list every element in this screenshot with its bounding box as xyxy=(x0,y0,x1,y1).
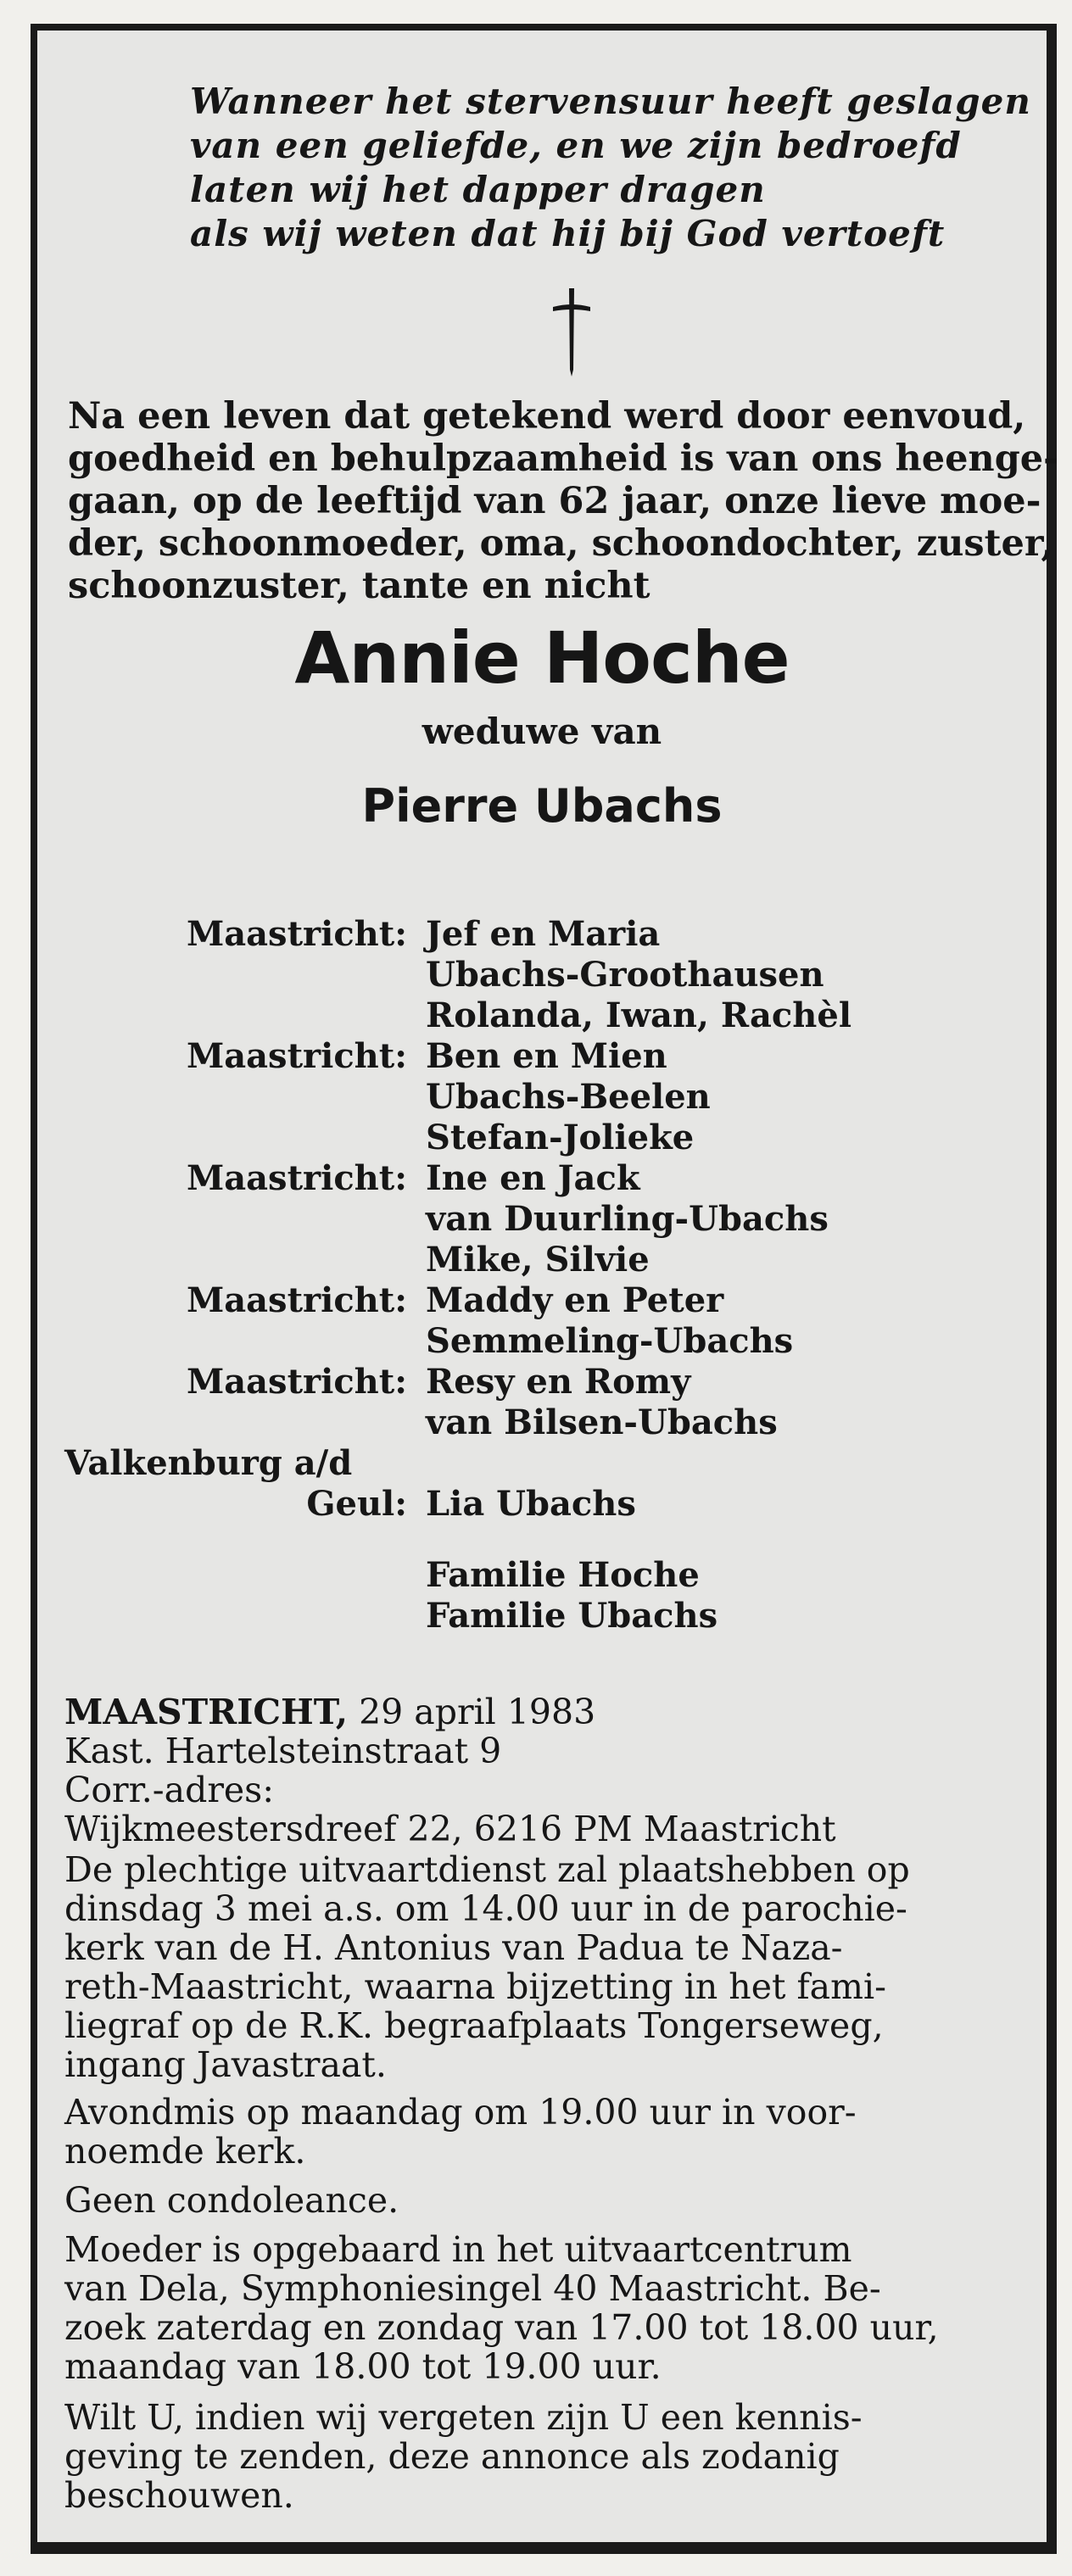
family-entry xyxy=(37,1443,1038,1484)
paragraph-line: kerk van de H. Antonius van Padua te Naza- xyxy=(64,1927,843,1968)
intro-line: gaan, op de leeftijd van 62 jaar, onze lieve moe- xyxy=(68,480,1041,522)
family-name-line: Jef en Maria xyxy=(426,914,661,954)
viewing-paragraph xyxy=(64,2230,1031,2386)
intro-line: goedheid en behulpzaamheid is van ons heenge- xyxy=(68,438,1058,480)
address-block xyxy=(64,1692,1031,1848)
paragraph-line: noemde kerk. xyxy=(64,2131,306,2172)
intro-text xyxy=(68,395,1058,607)
poem-line: Wanneer het stervensuur heeft geslagen xyxy=(190,81,1031,122)
paragraph-line: ingang Javastraat. xyxy=(64,2044,387,2085)
family-list xyxy=(37,914,1038,1525)
family-name-line: Mike, Silvie xyxy=(426,1240,650,1280)
extended-family-line: Familie Hoche xyxy=(426,1555,700,1595)
address-line: Wijkmeestersdreef 22, 6216 PM Maastricht xyxy=(64,1809,836,1849)
family-names xyxy=(426,1362,778,1443)
no-condolence-paragraph xyxy=(64,2181,1031,2220)
extended-family xyxy=(426,1555,717,1636)
family-name-line: Ine en Jack xyxy=(426,1158,640,1198)
family-entry xyxy=(37,914,1038,1036)
evening-mass-paragraph xyxy=(64,2093,1031,2171)
paragraph-line: Wilt U, indien wij vergeten zijn U een kennis- xyxy=(64,2397,863,2438)
family-name-line: Ubachs-Groothausen xyxy=(426,955,824,995)
extended-family-line: Familie Ubachs xyxy=(426,1596,718,1636)
date: 29 april 1983 xyxy=(348,1692,596,1732)
family-place: Maastricht: xyxy=(186,1158,407,1198)
family-names xyxy=(426,1280,793,1362)
family-entry xyxy=(37,1362,1038,1443)
paragraph-line: beschouwen. xyxy=(64,2475,294,2516)
city-date xyxy=(64,1692,1031,1731)
paragraph-line: dinsdag 3 mei a.s. om 14.00 uur in de parochie- xyxy=(64,1888,907,1929)
paragraph-line: zoek zaterdag en zondag van 17.00 tot 18.00 uur, xyxy=(64,2307,939,2348)
family-names xyxy=(426,914,851,1036)
family-place: Maastricht: xyxy=(186,914,407,954)
family-place: Maastricht: xyxy=(186,1280,407,1320)
husband-name: Pierre Ubachs xyxy=(361,779,723,833)
family-place: Maastricht: xyxy=(186,1036,407,1076)
intro-line: schoonzuster, tante en nicht xyxy=(68,565,650,607)
paragraph-line: liegraf op de R.K. begraafplaats Tongerseweg, xyxy=(64,2005,884,2046)
address-line: Corr.-adres: xyxy=(64,1770,275,1810)
poem xyxy=(190,80,1038,256)
family-place: Maastricht: xyxy=(186,1362,407,1402)
paragraph-line: van Dela, Symphoniesingel 40 Maastricht. Be- xyxy=(64,2268,881,2309)
closing-paragraph xyxy=(64,2398,1031,2515)
family-name-line: Maddy en Peter xyxy=(426,1280,724,1320)
family-place: Geul: xyxy=(306,1484,407,1524)
family-entry xyxy=(37,1036,1038,1158)
family-entry xyxy=(37,1484,1038,1525)
family-name-line: van Duurling-Ubachs xyxy=(426,1199,829,1239)
family-entry xyxy=(37,1280,1038,1362)
obituary-frame xyxy=(31,24,1057,2554)
paragraph-line: Avondmis op maandag om 19.00 uur in voor- xyxy=(64,2092,857,2133)
paragraph-line: geving te zenden, deze annonce als zodanig xyxy=(64,2436,840,2477)
family-name-line: Lia Ubachs xyxy=(426,1484,636,1524)
family-name-line: Resy en Romy xyxy=(426,1362,691,1402)
paragraph-line: Moeder is opgebaard in het uitvaartcentrum xyxy=(64,2229,852,2270)
family-names xyxy=(426,1036,711,1158)
address-line: Kast. Hartelsteinstraat 9 xyxy=(64,1731,502,1771)
funeral-service-paragraph xyxy=(64,1850,1031,2084)
family-names xyxy=(426,1158,829,1280)
paragraph-line: De plechtige uitvaartdienst zal plaatshebben op xyxy=(64,1849,910,1890)
poem-line: als wij weten dat hij bij God vertoeft xyxy=(190,213,946,254)
family-place: Valkenburg a/d xyxy=(64,1443,353,1483)
family-names xyxy=(426,1484,636,1525)
paragraph-line: Geen condoleance. xyxy=(64,2180,399,2221)
relation-label: weduwe van xyxy=(422,711,662,752)
intro-line: Na een leven dat getekend werd door eenvoud, xyxy=(68,395,1026,438)
deceased-name: Annie Hoche xyxy=(294,616,790,700)
family-name-line: Ben en Mien xyxy=(426,1036,667,1076)
poem-line: laten wij het dapper dragen xyxy=(190,169,766,210)
intro-line: der, schoonmoeder, oma, schoondochter, zuster, xyxy=(68,522,1054,565)
city-name: MAASTRICHT, xyxy=(64,1692,349,1732)
cross-icon xyxy=(546,285,597,378)
poem-line: van een geliefde, en we zijn bedroefd xyxy=(190,125,962,166)
obituary-content xyxy=(37,31,1058,2542)
family-name-line: Stefan-Jolieke xyxy=(426,1118,695,1157)
family-name-line: van Bilsen-Ubachs xyxy=(426,1402,778,1442)
paragraph-line: maandag van 18.00 tot 19.00 uur. xyxy=(64,2346,662,2387)
paragraph-line: reth-Maastricht, waarna bijzetting in het fami- xyxy=(64,1966,886,2007)
family-name-line: Semmeling-Ubachs xyxy=(426,1321,794,1361)
family-name-line: Ubachs-Beelen xyxy=(426,1077,711,1117)
family-name-line: Rolanda, Iwan, Rachèl xyxy=(426,995,852,1035)
family-entry xyxy=(37,1158,1038,1280)
